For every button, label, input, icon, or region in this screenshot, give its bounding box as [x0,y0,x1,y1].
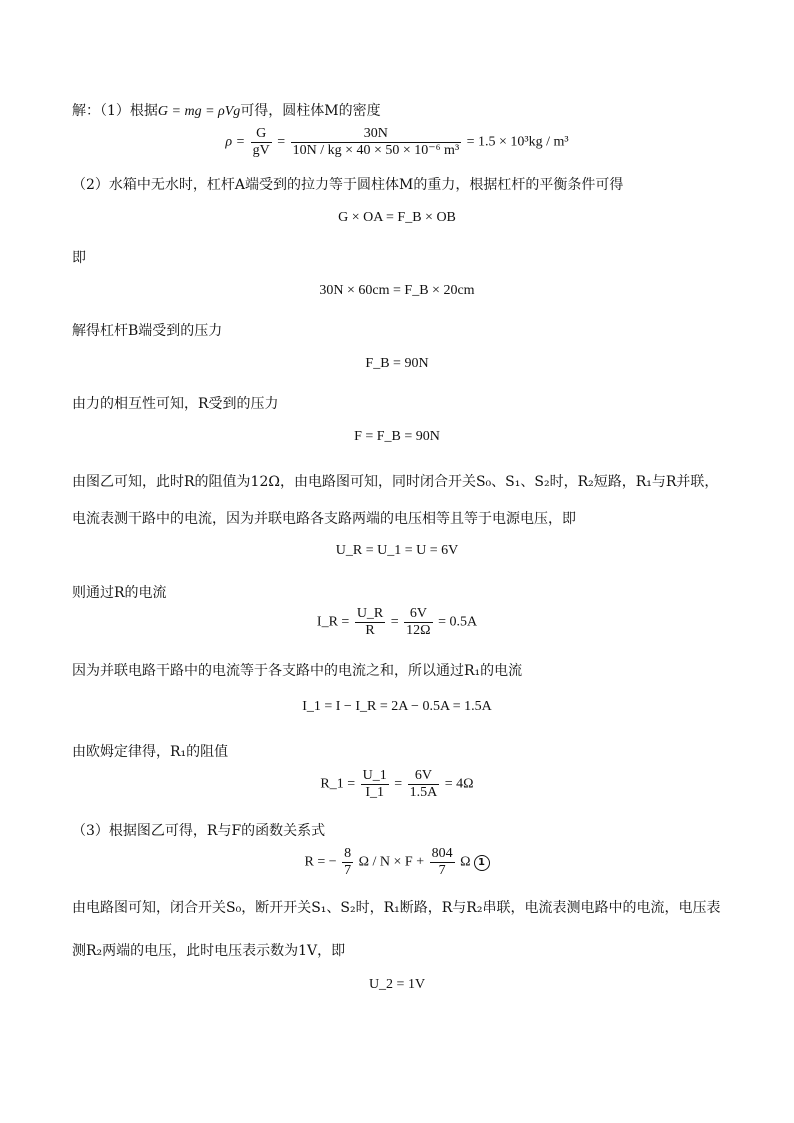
func-frac2-num: 804 [431,846,453,861]
reaction-force-text: 由力的相互性可知，R受到的压力 [72,396,279,412]
lever-numeric-equation: 30N × 60cm = F_B × 20cm [319,283,475,298]
current-r1-text: 因为并联电路干路中的电流等于各支路中的电流之和，所以通过R₁的电流 [72,663,523,679]
step1-formula: G = mg = ρVg [157,104,241,119]
circuit-analysis-text-2: 电流表测干路中的电流，因为并联电路各支路两端的电压相等且等于电源电压，即 [72,511,576,527]
density-frac2-num: 30N [291,126,462,143]
r1-frac1-den: I_1 [365,785,385,800]
step1-prefix: 解：（1）根据 [72,103,158,119]
equals-sign: = [390,614,399,630]
density-equation [0,126,794,159]
ohms-law-text: 由欧姆定律得，R₁的阻值 [72,744,229,760]
r1-fraction-1 [361,768,389,801]
resistance-r1-equation [0,768,794,801]
func-mid: Ω / N × F + [358,854,425,870]
func-frac1-den: 7 [344,863,352,878]
func-fraction-2 [430,846,455,879]
r1-frac1-num: U_1 [362,768,387,783]
density-result: = 1.5 × 10³kg / m³ [466,134,569,150]
density-frac1-num: G [251,126,272,143]
function-equation [0,846,794,879]
r1-frac2-den: 1.5A [409,785,438,800]
current-r-equation [0,606,794,639]
ir-frac1-num: U_R [356,606,384,621]
ir-fraction-1 [355,606,385,639]
density-frac1-den: gV [252,143,270,158]
connector-text: 即 [72,250,86,266]
func-fraction-1 [342,846,353,879]
r1-frac2-num: 6V [408,768,440,785]
voltage-equation: U_R = U_1 = U = 6V [335,543,459,558]
fb-equation: F_B = 90N [365,356,429,371]
density-fraction-1 [251,126,272,159]
density-fraction-2 [291,126,462,159]
current-r-text: 则通过R的电流 [72,585,167,601]
func-unit: Ω [460,854,471,870]
step2-text: （2）水箱中无水时，杠杆A端受到的拉力等于圆柱体M的重力，根据杠杆的平衡条件可得 [72,177,624,193]
equation-marker: 1 [474,855,490,871]
r1-result: = 4Ω [444,776,474,792]
ir-fraction-2 [404,606,432,639]
step-fb-text: 解得杠杆B端受到的压力 [72,323,223,339]
density-lhs: ρ = [225,134,246,150]
step1-suffix: 可得，圆柱体M的密度 [240,103,381,119]
series-circuit-text-1: 由电路图可知，闭合开关S₀，断开开关S₁、S₂时，R₁断路，R与R₂串联，电流表测电路中的电流，电压表 [72,900,721,916]
func-lhs: R = − [304,854,337,870]
step1-text [72,100,381,120]
lever-balance-equation: G × OA = F_B × OB [338,210,456,225]
r1-lhs: R_1 = [320,776,356,792]
series-circuit-text-2: 测R₂两端的电压，此时电压表示数为1V，即 [72,943,346,959]
equals-sign: = [277,134,286,150]
func-frac1-num: 8 [344,846,352,861]
voltage-u2-equation: U_2 = 1V [368,977,426,992]
current-i1-equation: I_1 = I − I_R = 2A − 0.5A = 1.5A [302,699,492,714]
func-frac2-den: 7 [438,863,446,878]
ir-result: = 0.5A [438,614,478,630]
ir-frac2-den: 12Ω [406,623,431,638]
ir-lhs: I_R = [316,614,350,630]
equals-sign: = [394,776,403,792]
force-equation: F = F_B = 90N [354,429,440,444]
ir-frac1-den: R [365,623,375,638]
ir-frac2-num: 6V [404,606,432,623]
circuit-analysis-text-1: 由图乙可知，此时R的阻值为12Ω，由电路图可知，同时闭合开关S₀、S₁、S₂时，R₂短路，R₁与R并联， [72,474,719,490]
density-frac2-den: 10N / kg × 40 × 50 × 10⁻⁶ m³ [292,143,460,158]
step3-text: （3）根据图乙可得，R与F的函数关系式 [72,823,326,839]
r1-fraction-2 [408,768,440,801]
